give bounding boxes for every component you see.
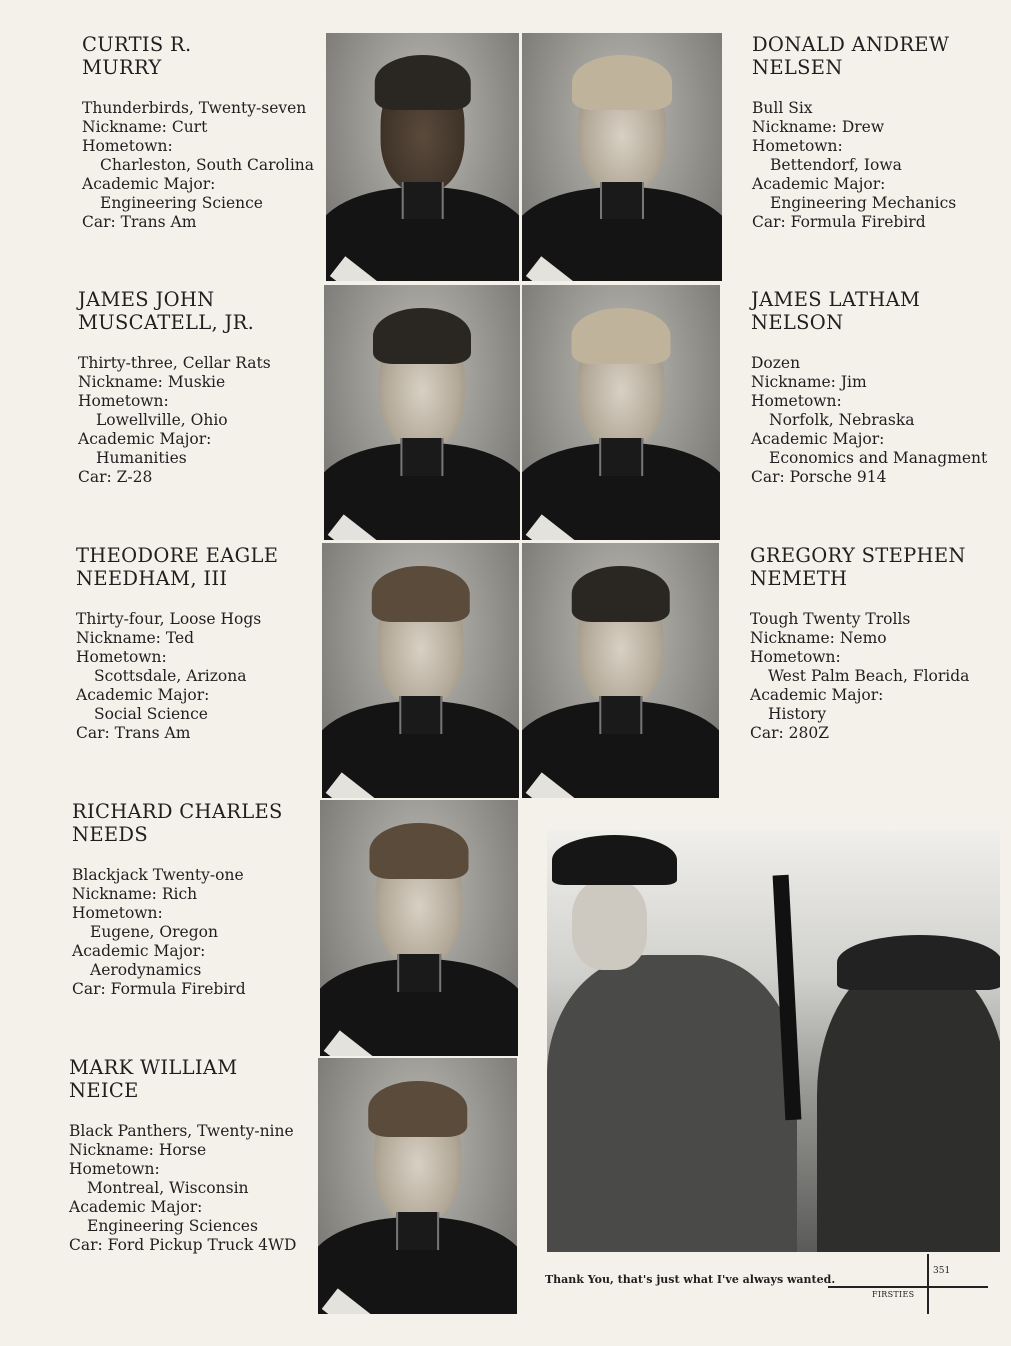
person-name: [82, 34, 314, 79]
bio-nemeth: [750, 545, 969, 743]
name-line1: CURTIS R.: [82, 33, 192, 56]
hometown: Norfolk, Nebraska: [769, 411, 915, 429]
folio-rule-vertical: [927, 1254, 929, 1314]
hometown-label: Hometown:: [752, 137, 843, 155]
nickname: Nickname: Drew: [752, 118, 885, 136]
car: Car: Porsche 914: [751, 468, 887, 486]
squad: Thirty-four, Loose Hogs: [76, 610, 262, 628]
portrait-nelson: [522, 285, 720, 540]
name-line1: RICHARD CHARLES: [72, 800, 283, 823]
name-line2: NEMETH: [750, 566, 848, 590]
car: Car: Ford Pickup Truck 4WD: [69, 1236, 297, 1254]
name-line1: MARK WILLIAM: [69, 1056, 238, 1079]
hometown-label: Hometown:: [72, 904, 163, 922]
squad: Dozen: [751, 354, 801, 372]
page-number: 351: [933, 1266, 951, 1276]
portrait-needham: [322, 543, 519, 798]
major: Aerodynamics: [90, 961, 202, 979]
portrait-needs: [320, 800, 518, 1056]
name-line2: NELSEN: [752, 55, 843, 79]
portrait-muscatell: [324, 285, 520, 540]
bio-murry: [82, 34, 314, 232]
major: Economics and Managment: [769, 449, 988, 467]
hometown-label: Hometown:: [76, 648, 167, 666]
major-label: Academic Major:: [78, 430, 212, 448]
major: Humanities: [96, 449, 187, 467]
name-line2: NEICE: [69, 1078, 139, 1102]
major-label: Academic Major:: [751, 430, 885, 448]
name-line1: GREGORY STEPHEN: [750, 544, 966, 567]
person-name: [69, 1057, 296, 1102]
nickname: Nickname: Curt: [82, 118, 208, 136]
major-label: Academic Major:: [82, 175, 216, 193]
bio-needs: [72, 801, 283, 999]
name-line1: DONALD ANDREW: [752, 33, 950, 56]
car: Car: Z-28: [78, 468, 153, 486]
car: Car: Formula Firebird: [72, 980, 246, 998]
name-line2: MURRY: [82, 55, 162, 79]
folio-rule-horizontal: [828, 1286, 988, 1288]
squad: Black Panthers, Twenty-nine: [69, 1122, 294, 1140]
hometown: Lowellville, Ohio: [96, 411, 228, 429]
person-name: [750, 545, 969, 590]
major: Social Science: [94, 705, 208, 723]
nickname: Nickname: Horse: [69, 1141, 207, 1159]
major-label: Academic Major:: [72, 942, 206, 960]
name-line1: JAMES LATHAM: [751, 288, 921, 311]
name-line2: NEEDS: [72, 822, 149, 846]
nickname: Nickname: Ted: [76, 629, 195, 647]
bio-nelsen: [752, 34, 956, 232]
squad: Bull Six: [752, 99, 813, 117]
major-label: Academic Major:: [69, 1198, 203, 1216]
hometown: Eugene, Oregon: [90, 923, 218, 941]
hometown: Scottsdale, Arizona: [94, 667, 247, 685]
portrait-murry: [326, 33, 519, 281]
hometown-label: Hometown:: [78, 392, 169, 410]
major: Engineering Sciences: [87, 1217, 258, 1235]
nickname: Nickname: Nemo: [750, 629, 887, 647]
name-line1: THEODORE EAGLE: [76, 544, 279, 567]
person-name: [751, 289, 987, 334]
hometown-label: Hometown:: [82, 137, 173, 155]
hometown: West Palm Beach, Florida: [768, 667, 970, 685]
squad: Thirty-three, Cellar Rats: [78, 354, 271, 372]
major-label: Academic Major:: [750, 686, 884, 704]
car: Car: 280Z: [750, 724, 830, 742]
major: Engineering Science: [100, 194, 263, 212]
name-line2: NEEDHAM, III: [76, 566, 228, 590]
hometown: Bettendorf, Iowa: [770, 156, 902, 174]
photo-caption: Thank You, that's just what I've always wanted.: [545, 1273, 836, 1286]
person-name: [72, 801, 283, 846]
car: Car: Formula Firebird: [752, 213, 926, 231]
hometown-label: Hometown:: [69, 1160, 160, 1178]
major: Engineering Mechanics: [770, 194, 957, 212]
nickname: Nickname: Muskie: [78, 373, 226, 391]
bio-neice: [69, 1057, 296, 1255]
section-label: FIRSTIES: [872, 1290, 915, 1299]
hometown: Montreal, Wisconsin: [87, 1179, 249, 1197]
name-line2: MUSCATELL, JR.: [78, 310, 255, 334]
portrait-nelsen: [522, 33, 722, 281]
car: Car: Trans Am: [82, 213, 197, 231]
nickname: Nickname: Jim: [751, 373, 867, 391]
person-name: [752, 34, 956, 79]
person-name: [76, 545, 278, 590]
squad: Thunderbirds, Twenty-seven: [82, 99, 307, 117]
hometown-label: Hometown:: [750, 648, 841, 666]
squad: Tough Twenty Trolls: [750, 610, 911, 628]
name-line2: NELSON: [751, 310, 844, 334]
car: Car: Trans Am: [76, 724, 191, 742]
bio-nelson: [751, 289, 987, 487]
candid-photo-rifle-inspection: [547, 830, 1000, 1252]
person-name: [78, 289, 271, 334]
hometown-label: Hometown:: [751, 392, 842, 410]
major-label: Academic Major:: [752, 175, 886, 193]
name-line1: JAMES JOHN: [78, 288, 215, 311]
hometown: Charleston, South Carolina: [100, 156, 315, 174]
portrait-nemeth: [522, 543, 719, 798]
major-label: Academic Major:: [76, 686, 210, 704]
portrait-neice: [318, 1058, 517, 1314]
major: History: [768, 705, 827, 723]
bio-needham: [76, 545, 278, 743]
squad: Blackjack Twenty-one: [72, 866, 244, 884]
nickname: Nickname: Rich: [72, 885, 198, 903]
bio-muscatell: [78, 289, 271, 487]
